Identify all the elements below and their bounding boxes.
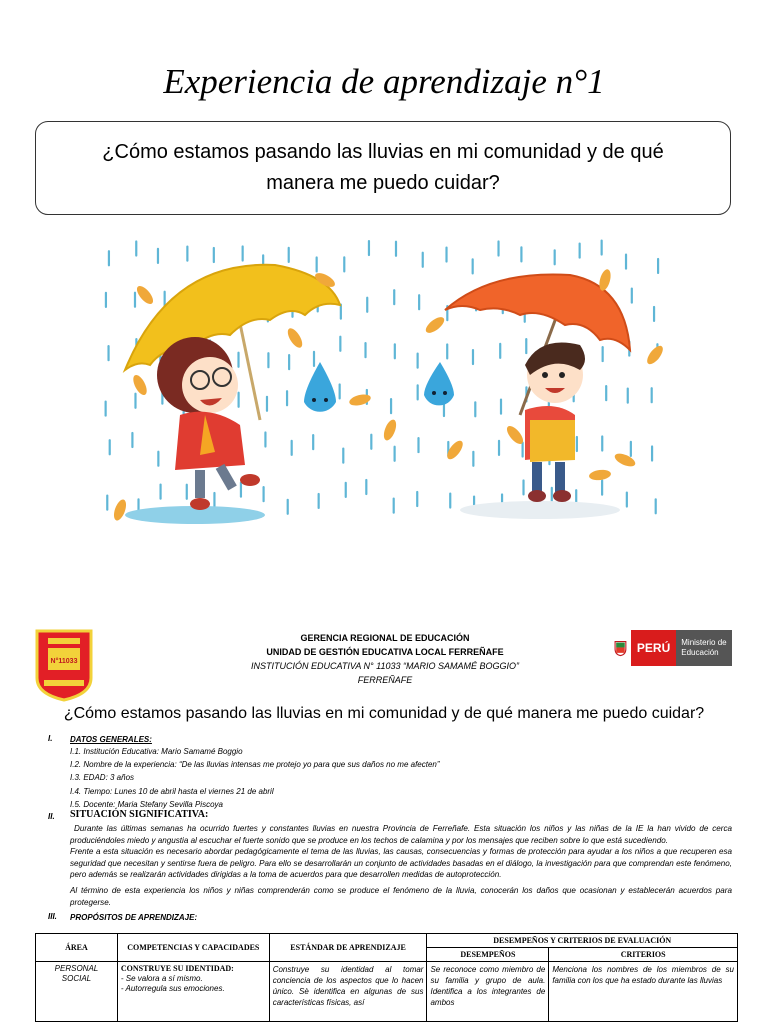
capacidad-item: - Se valora a sí mismo.: [120, 974, 203, 983]
falling-leaf: [112, 498, 129, 522]
header-area: ÁREA: [36, 934, 118, 962]
section-1-item: I.5. Docente: Maria Stefany Sevilla Piscoya: [70, 800, 223, 809]
falling-leaf: [285, 326, 305, 350]
falling-leaf: [381, 418, 398, 442]
peru-label: PERÚ: [631, 630, 676, 666]
situation-paragraph-2: Frente a esta situación es necesario abordar pedagógicamente el tema de las lluvias, las causas, consecuencias y formas de protección para ayudar a los niños a que recuperen esa seguridad que necesitan y sentirse fuera de peligro. Para ello se desarrollarán un conjunto de actividades basadas en el diálogo, la investigación para que comprendan este fenómeno, pero además se realizarán actividades dirigidas a la toma de acuerdos para que desarrollen medidas de autoprotección.: [70, 847, 732, 880]
situation-paragraph-3: Al término de esta experiencia los niños y niñas comprenderán como se produce el fenómeno de la lluvia, conocerán los daños que ocasionan y establecerán acuerdos para protegerse.: [70, 886, 732, 907]
section-3-heading: PROPÓSITOS DE APRENDIZAJE:: [70, 913, 198, 922]
document-header: [200, 631, 570, 687]
header-desempenos-criterios: DESEMPEÑOS Y CRITERIOS DE EVALUACIÓN: [427, 934, 738, 948]
peru-ministry-logo: [614, 628, 732, 668]
page-title: Experiencia de aprendizaje n°1: [163, 62, 605, 101]
section-3-number: III.: [48, 912, 57, 921]
falling-leaf: [348, 392, 372, 407]
falling-leaf: [644, 343, 665, 366]
section-2-number: II.: [48, 812, 55, 821]
section-1-heading: DATOS GENERALES:: [70, 735, 152, 744]
header-estandar: ESTÁNDAR DE APRENDIZAJE: [269, 934, 427, 962]
cell-desempeno: Se reconoce como miembro de su familia y grupo de aula. Identifica a los integrantes de ambos: [427, 962, 549, 1022]
peru-shield-icon: [614, 632, 627, 664]
section-1-item: I.4. Tiempo: Lunes 10 de abril hasta el viernes 21 de abril: [70, 787, 274, 796]
header-line-4: FERREÑAFE: [357, 675, 413, 685]
header-competencias: COMPETENCIAS Y CAPACIDADES: [117, 934, 269, 962]
question-box: [35, 121, 731, 215]
falling-leaf: [131, 373, 150, 397]
header-criterios: CRITERIOS: [549, 948, 738, 962]
water-drop-left: [304, 362, 336, 412]
school-crest-logo: [34, 628, 94, 702]
competencia-title: CONSTRUYE SU IDENTIDAD:: [120, 964, 234, 973]
question-heading: ¿Cómo estamos pasando las lluvias en mi comunidad y de qué manera me puedo cuidar?: [63, 705, 705, 722]
section-1-number: I.: [48, 734, 53, 743]
falling-leaf: [588, 469, 611, 482]
water-drop-right: [424, 362, 454, 405]
falling-leaf: [423, 314, 446, 335]
section-2-heading: SITUACIÓN SIGNIFICATIVA:: [70, 809, 209, 820]
falling-leaf: [134, 283, 156, 306]
question-text: ¿Cómo estamos pasando las lluvias en mi comunidad y de qué manera me puedo cuidar?: [102, 141, 664, 194]
situation-paragraph-1: Durante las últimas semanas ha ocurrido fuertes y constantes lluvias en nuestra Provincia de Ferreñafe. Esta situación los niños y las niñas de la IE la han vivido de cerca produciéndoles miedo y angustia al escuchar el fuerte sonido que se produce en los techos de calamina y por los mensajes que reciben sobre lo que está sucediendo.: [70, 824, 732, 845]
cell-estandar: Construye su identidad al tomar conciencia de los aspectos que lo hacen único. Sè identifica en algunas de sus características físicas, así: [269, 962, 427, 1022]
svg-text:N°11033: N°11033: [50, 658, 78, 665]
section-1-item: I.2. Nombre de la experiencia: “De las lluvias intensas me protejo yo para que sus daños no me afecten”: [70, 760, 440, 769]
table-row: [36, 962, 738, 1022]
falling-leaf: [613, 451, 637, 469]
cell-criterio: Menciona los nombres de los miembros de su familia con los que ha estado durante las lluvias: [549, 962, 738, 1022]
cell-competencias: [117, 962, 269, 1022]
section-1-item: I.3. EDAD: 3 años: [70, 773, 135, 782]
cell-area: PERSONAL SOCIAL: [36, 962, 118, 1022]
header-line-3: INSTITUCIÓN EDUCATIVA N° 11033 “MARIO SAMAMÉ BOGGIO”: [251, 661, 519, 671]
section-1-item: I.1. Institución Educativa: Mario Samamé Boggio: [70, 747, 243, 756]
capacidad-item: - Autorregula sus emociones.: [120, 984, 225, 993]
header-desempenos: DESEMPEÑOS: [427, 948, 549, 962]
header-line-2: UNIDAD DE GESTIÓN EDUCATIVA LOCAL FERREÑAFE: [266, 647, 504, 657]
learning-purposes-table: [35, 933, 738, 1022]
ministry-label: Ministerio de Educación: [676, 630, 732, 666]
header-line-1: GERENCIA REGIONAL DE EDUCACIÓN: [300, 633, 470, 643]
rain-kids-illustration: [100, 230, 675, 540]
